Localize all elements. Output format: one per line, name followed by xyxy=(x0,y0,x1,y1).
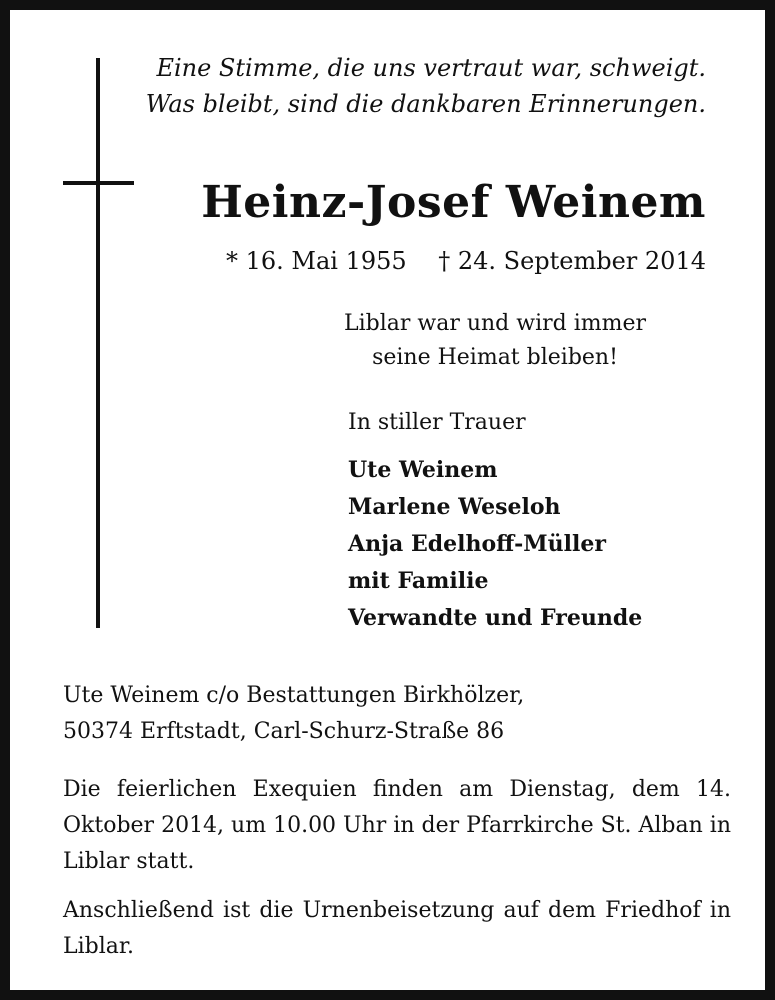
contact-address xyxy=(63,678,524,750)
mourner-item: Verwandte und Freunde xyxy=(348,605,643,631)
deceased-name: Heinz-Josef Weinem xyxy=(201,177,706,228)
birth-date: * 16. Mai 1955 xyxy=(226,247,407,275)
death-date: † 24. September 2014 xyxy=(438,247,706,275)
contact-line-2: 50374 Erftstadt, Carl-Schurz-Straße 86 xyxy=(63,719,505,744)
cross-horizontal-bar xyxy=(63,181,134,185)
mourner-item: Marlene Weseloh xyxy=(348,494,561,520)
service-announcement: Die feierlichen Exequien finden am Dienstag, dem 14. Oktober 2014, um 10.00 Uhr in der Pfarrkirche St. Alban in Liblar statt. xyxy=(63,777,731,874)
hometown-line-2: seine Heimat bleiben! xyxy=(372,345,618,370)
mourner-item: mit Familie xyxy=(348,568,489,594)
mourners-list xyxy=(348,452,642,637)
burial-announcement: Anschließend ist die Urnenbeisetzung auf dem Friedhof in Liblar. xyxy=(63,898,731,959)
contact-line-1: Ute Weinem c/o Bestattungen Birkhölzer, xyxy=(63,683,525,708)
cross-vertical-bar xyxy=(96,58,100,628)
hometown-line-1: Liblar war und wird immer xyxy=(343,311,647,336)
mourner-item: Anja Edelhoff-Müller xyxy=(348,531,606,557)
motto-line-1: Eine Stimme, die uns vertraut war, schweigt. xyxy=(156,54,706,82)
mourning-label: In stiller Trauer xyxy=(348,410,526,435)
motto-quote xyxy=(146,50,706,122)
hometown-text xyxy=(290,307,700,375)
motto-line-2: Was bleibt, sind die dankbaren Erinnerungen. xyxy=(145,90,706,118)
mourner-item: Ute Weinem xyxy=(348,457,498,483)
